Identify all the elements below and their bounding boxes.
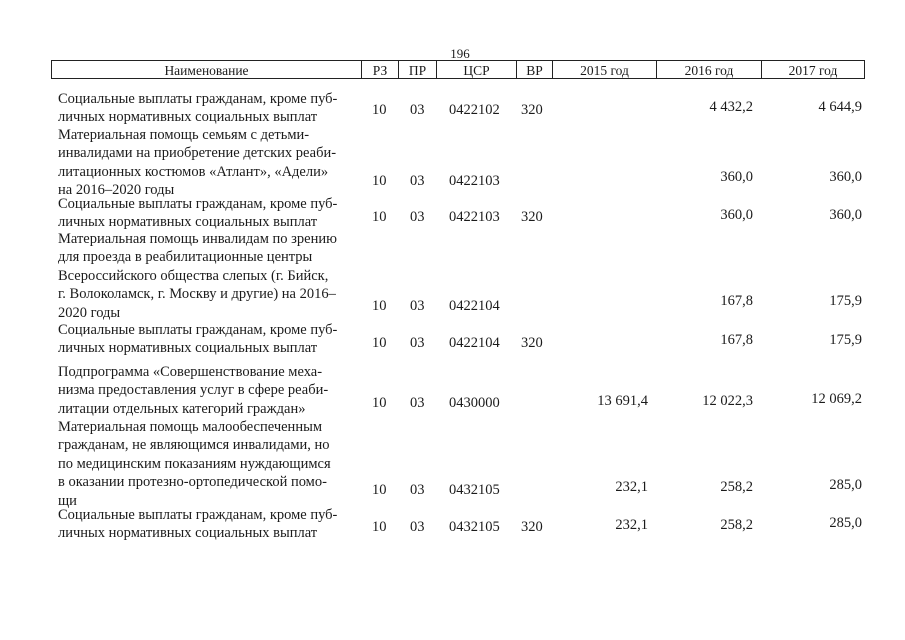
row-name: Социальные выплаты гражданам, кроме пуб- личных нормативных социальных выплат — [58, 507, 338, 542]
row-rz: 10 — [372, 395, 387, 411]
row-pr: 03 — [410, 102, 425, 118]
row-pr: 03 — [410, 395, 425, 411]
row-name: Социальные выплаты гражданам, кроме пуб- личных нормативных социальных выплат — [58, 91, 338, 126]
header-rz: РЗ — [361, 61, 398, 78]
row-rz: 10 — [372, 482, 387, 498]
header-pr: ПР — [398, 61, 436, 78]
row-2016: 167,8 — [720, 332, 753, 348]
header-2017: 2017 год — [761, 61, 864, 78]
row-pr: 03 — [410, 209, 425, 225]
page-number: 196 — [450, 46, 470, 61]
row-csr: 0422104 — [449, 298, 500, 314]
row-name: Материальная помощь инвалидам по зрению для проезда в реабилитационные центры Всероссийского общества слепых (г. Бийск, г. Волоколамск, г. Москву и другие) на 2016– 2020 годы — [58, 231, 337, 321]
row-name: Подпрограмма «Совершенствование меха- низма предоставления услуг в сфере реаби- литации отдельных категорий граждан» — [58, 364, 329, 417]
row-2016: 12 022,3 — [702, 393, 753, 409]
row-2017: 175,9 — [829, 332, 862, 348]
row-pr: 03 — [410, 335, 425, 351]
row-2015: 232,1 — [615, 479, 648, 495]
row-2016: 167,8 — [720, 293, 753, 309]
row-pr: 03 — [410, 298, 425, 314]
row-name: Социальные выплаты гражданам, кроме пуб- личных нормативных социальных выплат — [58, 196, 338, 231]
row-2015: 13 691,4 — [597, 393, 648, 409]
header-csr: ЦСР — [436, 61, 516, 78]
row-pr: 03 — [410, 519, 425, 535]
row-2015: 232,1 — [615, 517, 648, 533]
row-pr: 03 — [410, 482, 425, 498]
header-name: Наименование — [164, 63, 249, 78]
row-vr: 320 — [521, 102, 543, 118]
row-csr: 0422103 — [449, 209, 500, 225]
row-rz: 10 — [372, 209, 387, 225]
row-csr: 0432105 — [449, 519, 500, 535]
row-name: Социальные выплаты гражданам, кроме пуб- личных нормативных социальных выплат — [58, 322, 338, 357]
row-vr: 320 — [521, 335, 543, 351]
row-2016: 258,2 — [720, 479, 753, 495]
row-2017: 12 069,2 — [811, 391, 862, 407]
row-2017: 285,0 — [829, 477, 862, 493]
row-vr: 320 — [521, 209, 543, 225]
row-2016: 360,0 — [720, 169, 753, 185]
row-csr: 0430000 — [449, 395, 500, 411]
row-rz: 10 — [372, 519, 387, 535]
row-csr: 0422104 — [449, 335, 500, 351]
header-2015: 2015 год — [552, 61, 656, 78]
row-2016: 4 432,2 — [709, 99, 753, 115]
row-csr: 0422102 — [449, 102, 500, 118]
row-pr: 03 — [410, 173, 425, 189]
row-csr: 0432105 — [449, 482, 500, 498]
row-rz: 10 — [372, 102, 387, 118]
row-2017: 360,0 — [829, 207, 862, 223]
row-vr: 320 — [521, 519, 543, 535]
header-2016: 2016 год — [656, 61, 761, 78]
row-2017: 285,0 — [829, 515, 862, 531]
table-header — [51, 60, 865, 79]
row-name: Материальная помощь малообеспеченным гражданам, не являющимся инвалидами, но по медицинским показаниям нуждающимся в оказании протезно-ортопедической помо- щи — [58, 419, 331, 509]
row-rz: 10 — [372, 173, 387, 189]
row-csr: 0422103 — [449, 173, 500, 189]
row-name: Материальная помощь семьям с детьми- инвалидами на приобретение детских реаби- литационных костюмов «Атлант», «Адели» на 2016–2020 годы — [58, 127, 337, 199]
row-2016: 360,0 — [720, 207, 753, 223]
row-2017: 4 644,9 — [818, 99, 862, 115]
row-2017: 175,9 — [829, 293, 862, 309]
header-vr: ВР — [516, 61, 552, 78]
row-rz: 10 — [372, 298, 387, 314]
row-2017: 360,0 — [829, 169, 862, 185]
row-2016: 258,2 — [720, 517, 753, 533]
row-rz: 10 — [372, 335, 387, 351]
